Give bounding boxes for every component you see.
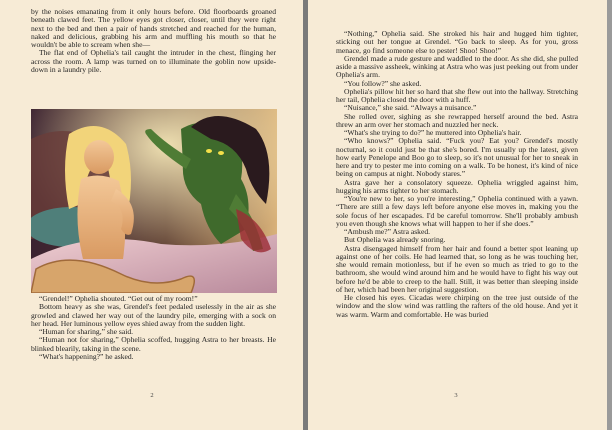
paragraph: “Who knows?” Ophelia said. “Fuck you? Eat you? Grendel's mostly nocturnal, so it could just be that she's bored. I'm usually up the latest, given how early Penelope and Boo go to sleep, so it's not unusual for her to sneak in here and try to pester me into coming on a walk. To be honest, it's kind of nice being on campus at night. Nobody stares.” xyxy=(336,136,578,179)
paragraph: “Human not for sharing,” Ophelia scoffed, hugging Astra to her breasts. He blinked blearily, taking in the scene. xyxy=(31,335,276,353)
paragraph: Ophelia's pillow hit her so hard that she flew out into the hallway. Stretching her tail, Ophelia closed the door with a huff. xyxy=(336,86,578,104)
paragraph: “Human for sharing,” she said. xyxy=(39,327,134,336)
page-edge xyxy=(607,0,612,430)
paragraph: He closed his eyes. Cicadas were chirping on the tree just outside of the window and the slow wind was rattling the rafters of the old house. And yet it was warm. Warm and comfortable. He was buried xyxy=(336,293,578,319)
paragraph: “Nothing,” Ophelia said. She stroked his hair and hugged him tighter, sticking out her tongue at Grendel. “Go back to sleep. As for you, gross menace, go find someone else to pester! Shoo! Shoo!” xyxy=(336,29,578,55)
paragraph: “You follow?” she asked. xyxy=(344,78,422,88)
illustration xyxy=(31,109,277,293)
paragraph: “You're new to her, so you're interesting,” Ophelia continued with a yawn. “There are still a few days left before anyone else moves in, making you the sole focus of her escapades. I'd be careful tomorrow. She'll probably ambush you even though she knows what will happen to her if she does.” xyxy=(336,194,578,228)
paragraph: She rolled over, sighing as she rewrapped herself around the bed. Astra threw an arm over her stomach and nuzzled her neck. xyxy=(336,111,578,129)
paragraph: by the noises emanating from it only hours before. Old floorboards groaned beneath clawed feet. The yellow eyes got closer, closer, until they were right next to the bed and then a pair of hands stretched and reached for the human, naked and delicious, grabbing his arm and muffling his mouth so that he wouldn't be able to scream when she— xyxy=(31,7,276,49)
paragraph: “What's she trying to do?” he muttered into Ophelia's hair. xyxy=(344,128,522,137)
paragraph: “Grendel!” Ophelia shouted. “Get out of my room!” xyxy=(39,294,198,303)
page-number: 2 xyxy=(150,392,154,399)
left-text-bottom xyxy=(31,295,276,361)
paragraph: “Nuisance,” she said. “Always a nuisance.” xyxy=(344,103,477,113)
paragraph: Astra disengaged himself from her hair and found a better spot leaning up against one of her coils. He had learned that, so long as he was touching her, she would remain motionless, but if he even so much as tried to go to the bathroom, she would wind around him and he would have to fight his way out before he'd be able to creep to the hall. Still, it was better than sleeping inside of her, which had been her original suggestion. xyxy=(336,243,578,294)
paragraph: The flat end of Ophelia's tail caught the intruder in the chest, flinging her across the room. A lamp was turned on to illuminate the goblin now upside-down in a laundry pile. xyxy=(31,48,276,74)
paragraph: “Ambush me?” Astra asked. xyxy=(344,227,431,236)
right-page xyxy=(308,0,607,430)
paragraph: Grendel made a rude gesture and waddled to the door. As she did, she pulled aside a massive assheek, winking at Astra who was just peeking out from under Ophelia's arm. xyxy=(336,53,578,80)
paragraph: But Ophelia was already snoring. xyxy=(344,235,446,245)
left-text-top xyxy=(31,8,276,74)
right-text xyxy=(336,30,578,319)
paragraph: Astra gave her a consolatory squeeze. Ophelia wriggled against him, hugging his arms tighter to her stomach. xyxy=(336,177,578,195)
left-page xyxy=(0,0,303,430)
paragraph: Bottom heavy as she was, Grendel's feet pedaled uselessly in the air as she growled and clawed her way out of the laundry pile, emerging with a sock on her head. Her luminous yellow eyes shied away from the sudden light. xyxy=(31,302,276,328)
paragraph: “What's happening?” he asked. xyxy=(39,351,134,361)
page-number: 3 xyxy=(454,392,458,399)
